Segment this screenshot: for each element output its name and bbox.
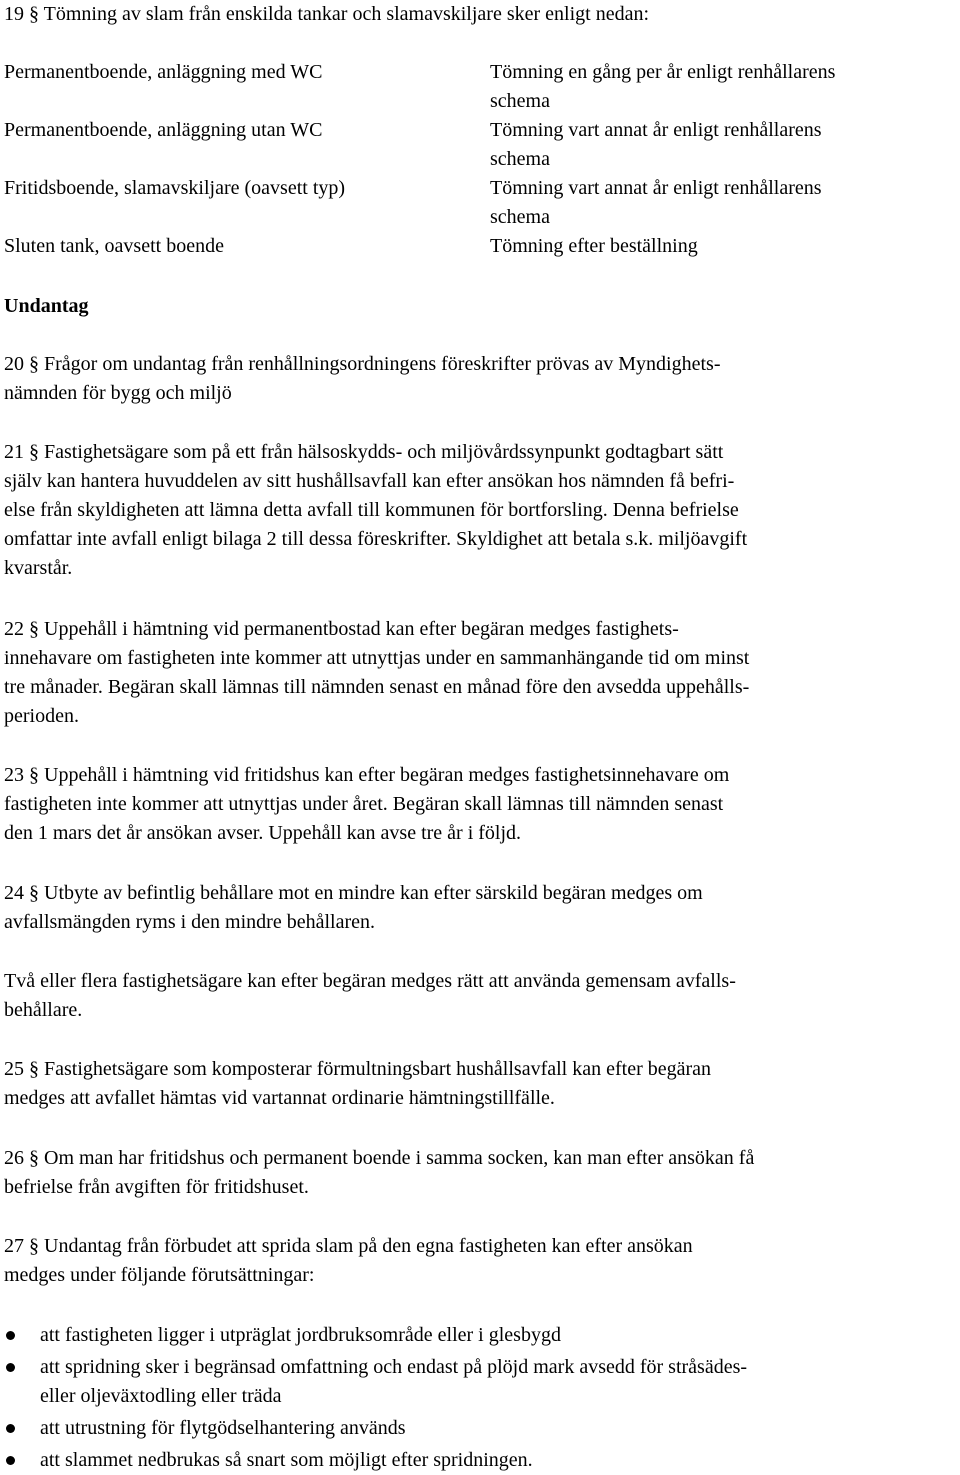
paragraph-line: den 1 mars det år ansökan avser. Uppehåll kan avse tre år i följd. [4,822,522,844]
bullet-icon [6,1363,15,1372]
emptying-rule-line: Tömning en gång per år enligt renhållarens [490,61,836,83]
paragraph-24 [4,879,703,937]
paragraph-line: avfallsmängden ryms i den mindre behållaren. [4,911,375,933]
paragraph-21 [4,438,747,583]
paragraph-line: perioden. [4,705,79,727]
list-item [4,1446,747,1475]
list-item-line: att utrustning för flytgödselhantering används [40,1417,406,1439]
emptying-rule [490,116,930,174]
paragraph-line: medges att avfallet hämtas vid vartannat ordinarie hämtningstillfälle. [4,1087,555,1109]
paragraph-line: tre månader. Begäran skall lämnas till nämnden senast en månad före den avsedda uppehålls- [4,676,750,698]
paragraph-25 [4,1055,711,1113]
paragraph-line: 23 § Uppehåll i hämtning vid fritidshus kan efter begäran medges fastighetsinnehavare om [4,764,730,786]
paragraph-line: 27 § Undantag från förbudet att sprida slam på den egna fastigheten kan efter ansökan [4,1235,693,1257]
paragraph-line: omfattar inte avfall enligt bilaga 2 till dessa föreskrifter. Skyldighet att betala s.k. miljöavgift [4,528,748,550]
list-item-line: eller oljeväxtodling eller träda [40,1385,282,1407]
schedule-row [4,116,958,174]
conditions-list [4,1321,747,1475]
emptying-rule-line: schema [490,148,550,170]
paragraph-line: medges under följande förutsättningar: [4,1264,315,1286]
schedule-row [4,58,958,116]
emptying-rule-line: Tömning efter beställning [490,235,698,257]
emptying-schedule-table [4,58,958,261]
paragraph-line: fastigheten inte kommer att utnyttjas under året. Begäran skall lämnas till nämnden senast [4,793,724,815]
paragraph-line: behållare. [4,999,83,1021]
paragraph-line: 20 § Frågor om undantag från renhållningsordningens föreskrifter prövas av Myndighets- [4,353,721,375]
list-item [4,1353,747,1411]
facility-type: Permanentboende, anläggning med WC [4,61,323,83]
paragraph-line: innehavare om fastigheten inte kommer att utnyttjas under en sammanhängande tid om minst [4,647,750,669]
facility-type: Fritidsboende, slamavskiljare (oavsett typ) [4,177,346,199]
paragraph-line: 26 § Om man har fritidshus och permanent boende i samma socken, kan man efter ansökan få [4,1147,755,1169]
bullet-icon [6,1456,15,1465]
emptying-rule-line: schema [490,90,550,112]
paragraph-line: nämnden för bygg och miljö [4,382,232,404]
paragraph-line: 24 § Utbyte av befintlig behållare mot en mindre kan efter särskild begäran medges om [4,882,703,904]
paragraph-19-intro: 19 § Tömning av slam från enskilda tankar och slamavskiljare sker enligt nedan: [4,3,650,25]
paragraph-line: själv kan hantera huvuddelen av sitt hushållsavfall kan efter ansökan hos nämnden få befri- [4,470,735,492]
paragraph-20 [4,350,721,408]
paragraph-line: kvarstår. [4,557,73,579]
paragraph-22 [4,615,749,731]
paragraph-line: 22 § Uppehåll i hämtning vid permanentbostad kan efter begäran medges fastighets- [4,618,679,640]
emptying-rule [490,232,930,261]
emptying-rule-line: schema [490,206,550,228]
schedule-row [4,174,958,232]
emptying-rule [490,174,930,232]
paragraph-23 [4,761,729,848]
list-item-line: att fastigheten ligger i utpräglat jordbruksområde eller i glesbygd [40,1324,561,1346]
paragraph-27 [4,1232,693,1290]
list-item [4,1414,747,1443]
paragraph-line: befrielse från avgiften för fritidshuset. [4,1176,309,1198]
emptying-rule-line: Tömning vart annat år enligt renhållarens [490,177,822,199]
paragraph-line: 25 § Fastighetsägare som komposterar förmultningsbart hushållsavfall kan efter begäran [4,1058,712,1080]
paragraph-line: else från skyldigheten att lämna detta avfall till kommunen för bortforsling. Denna befrielse [4,499,739,521]
paragraph-24-shared-containers [4,967,736,1025]
bullet-icon [6,1424,15,1433]
facility-type: Permanentboende, anläggning utan WC [4,119,323,141]
list-item [4,1321,747,1350]
emptying-rule-line: Tömning vart annat år enligt renhållarens [490,119,822,141]
list-item-line: att slammet nedbrukas så snart som möjligt efter spridningen. [40,1449,533,1471]
section-heading: Undantag [4,295,89,317]
paragraph-26 [4,1144,754,1202]
emptying-rule [490,58,930,116]
facility-type: Sluten tank, oavsett boende [4,235,224,257]
schedule-row [4,232,958,261]
paragraph-line: Två eller flera fastighetsägare kan efter begäran medges rätt att använda gemensam avfalls- [4,970,736,992]
paragraph-line: 21 § Fastighetsägare som på ett från hälsoskydds- och miljövårdssynpunkt godtagbart sätt [4,441,724,463]
list-item-line: att spridning sker i begränsad omfattning och endast på plöjd mark avsedd för stråsädes- [40,1356,748,1378]
bullet-icon [6,1331,15,1340]
